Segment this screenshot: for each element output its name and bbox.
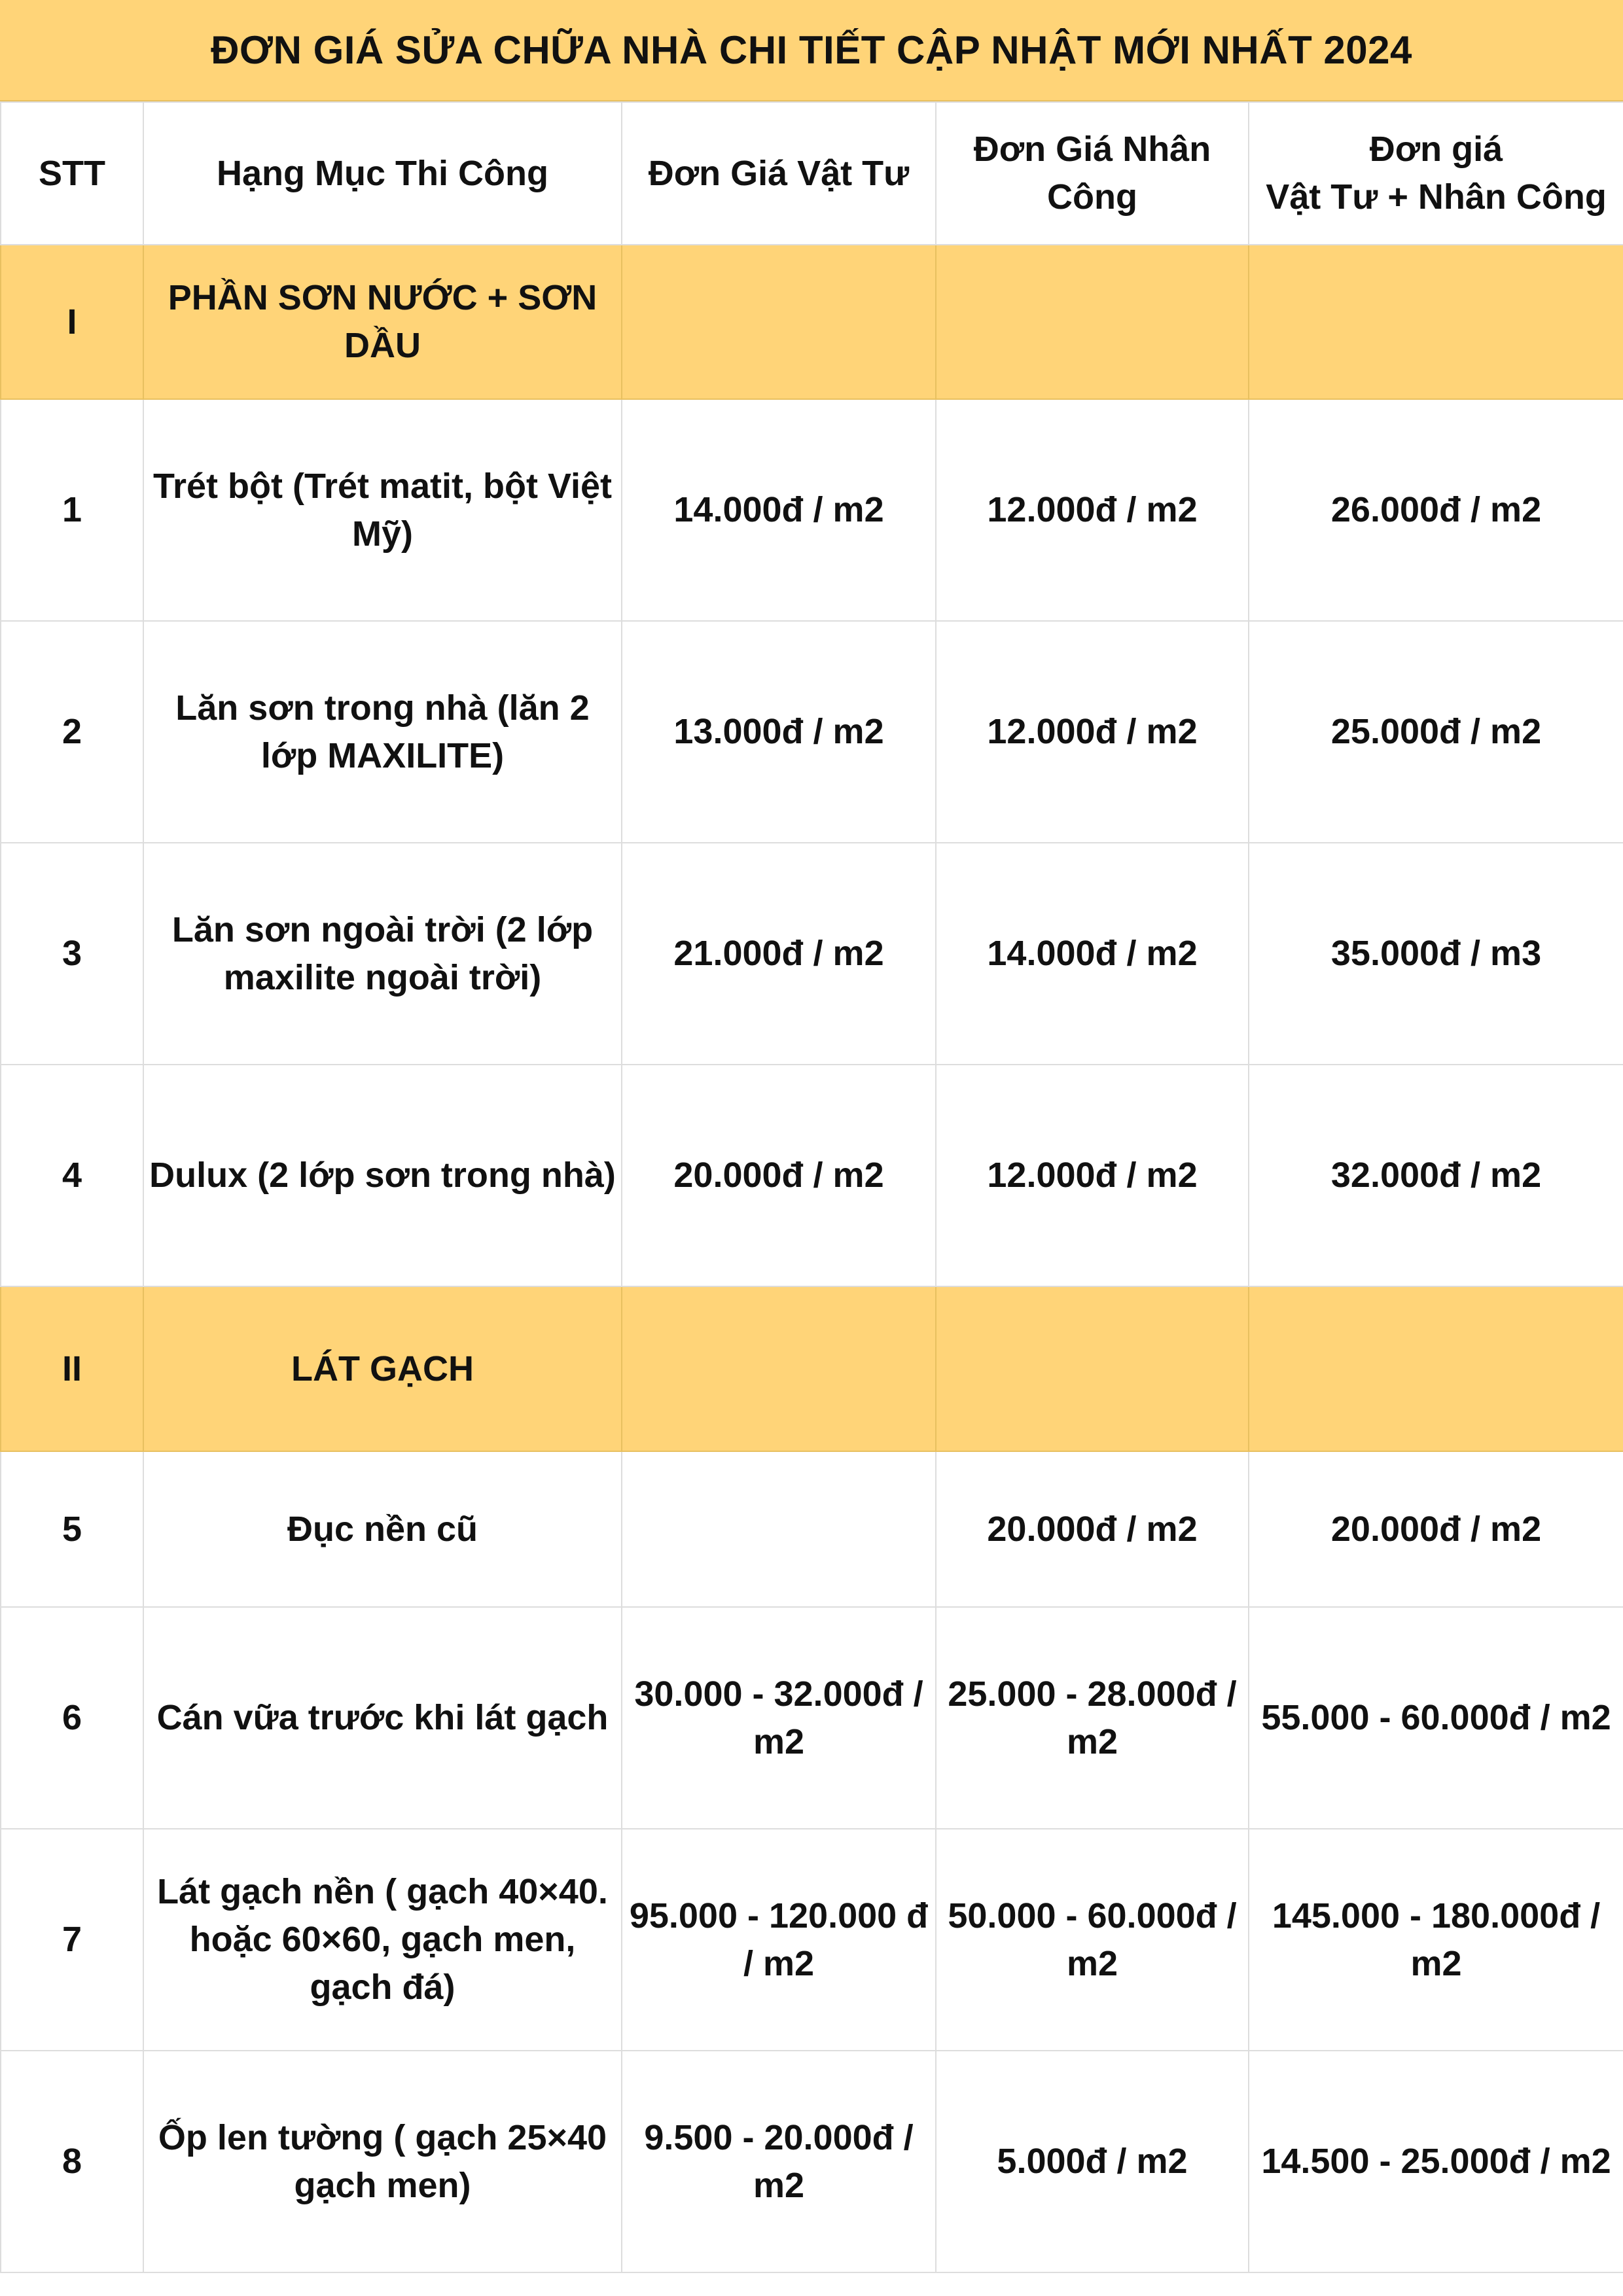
cell-name: Trét bột (Trét matit, bột Việt Mỹ)	[143, 399, 622, 621]
section-row	[1, 1286, 1623, 1451]
section-name: PHẦN SƠN NƯỚC + SƠN DẦU	[143, 245, 622, 399]
section-empty-cell	[622, 1286, 936, 1451]
header-total	[1249, 102, 1623, 245]
cell-material: 13.000đ / m2	[622, 621, 936, 843]
cell-stt: 4	[1, 1065, 143, 1286]
section-stt: II	[1, 1286, 143, 1451]
cell-name: Lăn sơn ngoài trời (2 lớp maxilite ngoài trời)	[143, 843, 622, 1065]
header-material: Đơn Giá Vật Tư	[622, 102, 936, 245]
table-row	[1, 2051, 1623, 2272]
cell-total: 20.000đ / m2	[1249, 1451, 1623, 1607]
cell-total: 32.000đ / m2	[1249, 1065, 1623, 1286]
cell-labor: 50.000 - 60.000đ / m2	[936, 1829, 1249, 2051]
cell-stt: 7	[1, 1829, 143, 2051]
cell-stt: 1	[1, 399, 143, 621]
cell-total: 145.000 - 180.000đ / m2	[1249, 1829, 1623, 2051]
cell-total: 35.000đ / m3	[1249, 843, 1623, 1065]
header-name: Hạng Mục Thi Công	[143, 102, 622, 245]
cell-material: 30.000 - 32.000đ / m2	[622, 1607, 936, 1829]
cell-labor: 12.000đ / m2	[936, 1065, 1249, 1286]
header-stt: STT	[1, 102, 143, 245]
section-empty-cell	[936, 1286, 1249, 1451]
price-table	[0, 101, 1623, 2273]
table-row	[1, 621, 1623, 843]
section-name: LÁT GẠCH	[143, 1286, 622, 1451]
cell-stt: 5	[1, 1451, 143, 1607]
cell-name: Đục nền cũ	[143, 1451, 622, 1607]
cell-material: 9.500 - 20.000đ / m2	[622, 2051, 936, 2272]
cell-labor: 12.000đ / m2	[936, 399, 1249, 621]
cell-material	[622, 1451, 936, 1607]
cell-name: Lát gạch nền ( gạch 40×40. hoặc 60×60, gạch men, gạch đá)	[143, 1829, 622, 2051]
cell-labor: 12.000đ / m2	[936, 621, 1249, 843]
header-total-line1: Đơn giá	[1369, 130, 1503, 169]
section-stt: I	[1, 245, 143, 399]
cell-name: Dulux (2 lớp sơn trong nhà)	[143, 1065, 622, 1286]
cell-name: Ốp len tường ( gạch 25×40 gạch men)	[143, 2051, 622, 2272]
section-empty-cell	[622, 245, 936, 399]
cell-material: 21.000đ / m2	[622, 843, 936, 1065]
cell-name: Lăn sơn trong nhà (lăn 2 lớp MAXILITE)	[143, 621, 622, 843]
table-header-row	[1, 102, 1623, 245]
cell-material: 14.000đ / m2	[622, 399, 936, 621]
cell-material: 20.000đ / m2	[622, 1065, 936, 1286]
cell-total: 26.000đ / m2	[1249, 399, 1623, 621]
header-labor: Đơn Giá Nhân Công	[936, 102, 1249, 245]
table-row	[1, 1451, 1623, 1607]
header-total-line2: Vật Tư + Nhân Công	[1266, 177, 1607, 217]
section-empty-cell	[1249, 245, 1623, 399]
cell-labor: 25.000 - 28.000đ / m2	[936, 1607, 1249, 1829]
page-title: ĐƠN GIÁ SỬA CHỮA NHÀ CHI TIẾT CẬP NHẬT MỚI NHẤT 2024	[0, 0, 1623, 101]
section-row	[1, 245, 1623, 399]
cell-stt: 3	[1, 843, 143, 1065]
section-empty-cell	[936, 245, 1249, 399]
cell-name: Cán vữa trước khi lát gạch	[143, 1607, 622, 1829]
cell-total: 14.500 - 25.000đ / m2	[1249, 2051, 1623, 2272]
section-empty-cell	[1249, 1286, 1623, 1451]
cell-labor: 14.000đ / m2	[936, 843, 1249, 1065]
table-row	[1, 843, 1623, 1065]
cell-labor: 5.000đ / m2	[936, 2051, 1249, 2272]
table-row	[1, 1065, 1623, 1286]
cell-stt: 8	[1, 2051, 143, 2272]
cell-material: 95.000 - 120.000 đ / m2	[622, 1829, 936, 2051]
table-row	[1, 1829, 1623, 2051]
cell-stt: 6	[1, 1607, 143, 1829]
cell-total: 25.000đ / m2	[1249, 621, 1623, 843]
cell-labor: 20.000đ / m2	[936, 1451, 1249, 1607]
cell-stt: 2	[1, 621, 143, 843]
cell-total: 55.000 - 60.000đ / m2	[1249, 1607, 1623, 1829]
table-row	[1, 399, 1623, 621]
table-row	[1, 1607, 1623, 1829]
